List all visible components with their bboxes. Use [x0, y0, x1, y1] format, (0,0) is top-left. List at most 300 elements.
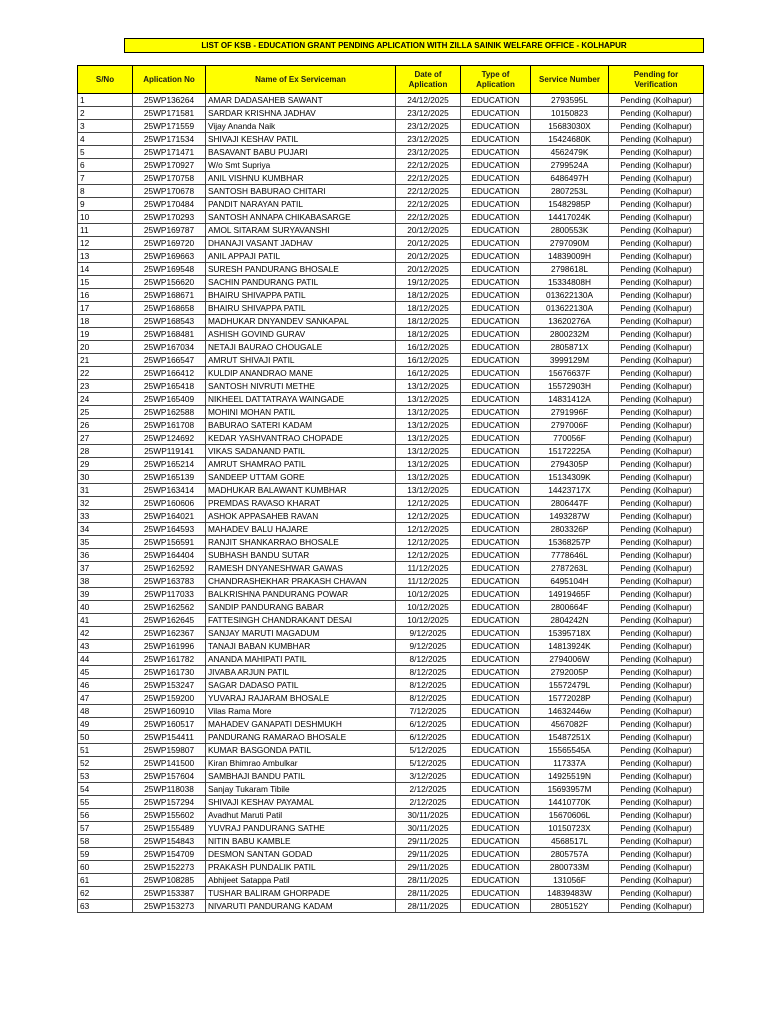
cell-name: NIKHEEL DATTATRAYA WAINGADE: [206, 393, 396, 406]
cell-type: EDUCATION: [461, 458, 531, 471]
cell-sno: 23: [78, 380, 133, 393]
cell-application-no: 25WP163783: [133, 575, 206, 588]
table-row: [78, 432, 704, 445]
cell-service-number: 10150723X: [531, 822, 609, 835]
cell-name: DESMON SANTAN GODAD: [206, 848, 396, 861]
cell-name: YUVARAJ RAJARAM BHOSALE: [206, 692, 396, 705]
cell-status: Pending (Kolhapur): [609, 432, 704, 445]
cell-type: EDUCATION: [461, 380, 531, 393]
cell-name: TANAJI BABAN KUMBHAR: [206, 640, 396, 653]
cell-date: 22/12/2025: [396, 211, 461, 224]
cell-name: ASHISH GOVIND GURAV: [206, 328, 396, 341]
cell-name: SANDIP PANDURANG BABAR: [206, 601, 396, 614]
cell-service-number: 2800232M: [531, 328, 609, 341]
cell-service-number: 2791996F: [531, 406, 609, 419]
cell-sno: 36: [78, 549, 133, 562]
cell-type: EDUCATION: [461, 692, 531, 705]
cell-status: Pending (Kolhapur): [609, 393, 704, 406]
cell-service-number: 15683030X: [531, 120, 609, 133]
table-row: [78, 796, 704, 809]
cell-name: MAHADEV BALU HAJARE: [206, 523, 396, 536]
cell-name: SURESH PANDURANG BHOSALE: [206, 263, 396, 276]
cell-application-no: 25WP165409: [133, 393, 206, 406]
cell-application-no: 25WP170927: [133, 159, 206, 172]
cell-date: 2/12/2025: [396, 796, 461, 809]
cell-application-no: 25WP108285: [133, 874, 206, 887]
cell-date: 18/12/2025: [396, 315, 461, 328]
cell-type: EDUCATION: [461, 549, 531, 562]
cell-service-number: 2799524A: [531, 159, 609, 172]
cell-status: Pending (Kolhapur): [609, 250, 704, 263]
cell-sno: 38: [78, 575, 133, 588]
table-row: [78, 874, 704, 887]
cell-service-number: 2794305P: [531, 458, 609, 471]
cell-name: PANDURANG RAMARAO BHOSALE: [206, 731, 396, 744]
cell-service-number: 2805757A: [531, 848, 609, 861]
table-row: [78, 341, 704, 354]
cell-name: SARDAR KRISHNA JADHAV: [206, 107, 396, 120]
cell-type: EDUCATION: [461, 406, 531, 419]
cell-service-number: 14423717X: [531, 484, 609, 497]
cell-status: Pending (Kolhapur): [609, 172, 704, 185]
cell-status: Pending (Kolhapur): [609, 614, 704, 627]
cell-name: TUSHAR BALIRAM GHORPADE: [206, 887, 396, 900]
cell-application-no: 25WP170293: [133, 211, 206, 224]
cell-service-number: 4568517L: [531, 835, 609, 848]
cell-date: 13/12/2025: [396, 432, 461, 445]
cell-date: 29/11/2025: [396, 861, 461, 874]
cell-sno: 33: [78, 510, 133, 523]
cell-name: AMAR DADASAHEB SAWANT: [206, 94, 396, 107]
cell-type: EDUCATION: [461, 484, 531, 497]
cell-date: 22/12/2025: [396, 159, 461, 172]
cell-status: Pending (Kolhapur): [609, 744, 704, 757]
table-row: [78, 887, 704, 900]
table-row: [78, 276, 704, 289]
cell-name: Sanjay Tukaram Tibile: [206, 783, 396, 796]
cell-application-no: 25WP168543: [133, 315, 206, 328]
cell-type: EDUCATION: [461, 640, 531, 653]
cell-sno: 54: [78, 783, 133, 796]
cell-type: EDUCATION: [461, 835, 531, 848]
cell-status: Pending (Kolhapur): [609, 211, 704, 224]
cell-application-no: 25WP171581: [133, 107, 206, 120]
cell-date: 16/12/2025: [396, 354, 461, 367]
cell-name: NETAJI BAURAO CHOUGALE: [206, 341, 396, 354]
cell-sno: 57: [78, 822, 133, 835]
cell-sno: 15: [78, 276, 133, 289]
cell-date: 30/11/2025: [396, 809, 461, 822]
cell-service-number: 2800664F: [531, 601, 609, 614]
cell-name: SHIVAJI KESHAV PAYAMAL: [206, 796, 396, 809]
cell-sno: 44: [78, 653, 133, 666]
cell-service-number: 15334808H: [531, 276, 609, 289]
cell-sno: 21: [78, 354, 133, 367]
table-row: [78, 497, 704, 510]
cell-name: ANIL APPAJI PATIL: [206, 250, 396, 263]
cell-service-number: 2804242N: [531, 614, 609, 627]
table-row: [78, 133, 704, 146]
table-row: [78, 900, 704, 913]
table-row: [78, 744, 704, 757]
cell-status: Pending (Kolhapur): [609, 757, 704, 770]
cell-application-no: 25WP117033: [133, 588, 206, 601]
cell-type: EDUCATION: [461, 419, 531, 432]
cell-name: MADHUKAR BALAWANT KUMBHAR: [206, 484, 396, 497]
cell-date: 10/12/2025: [396, 614, 461, 627]
cell-application-no: 25WP160517: [133, 718, 206, 731]
cell-sno: 58: [78, 835, 133, 848]
cell-name: Vijay Ananda Naik: [206, 120, 396, 133]
cell-date: 11/12/2025: [396, 562, 461, 575]
cell-service-number: 15772028P: [531, 692, 609, 705]
table-row: [78, 146, 704, 159]
cell-service-number: 131056F: [531, 874, 609, 887]
cell-service-number: 14813924K: [531, 640, 609, 653]
cell-application-no: 25WP162562: [133, 601, 206, 614]
cell-sno: 10: [78, 211, 133, 224]
cell-type: EDUCATION: [461, 211, 531, 224]
cell-type: EDUCATION: [461, 575, 531, 588]
cell-sno: 46: [78, 679, 133, 692]
cell-name: SANTOSH BABURAO CHITARI: [206, 185, 396, 198]
cell-type: EDUCATION: [461, 757, 531, 770]
table-row: [78, 679, 704, 692]
table-row: [78, 835, 704, 848]
table-row: [78, 705, 704, 718]
cell-status: Pending (Kolhapur): [609, 705, 704, 718]
table-row: [78, 471, 704, 484]
cell-service-number: 15487251X: [531, 731, 609, 744]
cell-status: Pending (Kolhapur): [609, 237, 704, 250]
cell-application-no: 25WP171471: [133, 146, 206, 159]
table-row: [78, 393, 704, 406]
cell-service-number: 15565545A: [531, 744, 609, 757]
cell-type: EDUCATION: [461, 510, 531, 523]
col-header-pending-for: Pending for Verification: [609, 66, 704, 94]
cell-date: 11/12/2025: [396, 575, 461, 588]
cell-application-no: 25WP136264: [133, 94, 206, 107]
cell-status: Pending (Kolhapur): [609, 445, 704, 458]
table-row: [78, 848, 704, 861]
cell-service-number: 2800553K: [531, 224, 609, 237]
cell-service-number: 15676637F: [531, 367, 609, 380]
cell-type: EDUCATION: [461, 302, 531, 315]
cell-date: 7/12/2025: [396, 705, 461, 718]
table-row: [78, 419, 704, 432]
cell-date: 12/12/2025: [396, 523, 461, 536]
cell-application-no: 25WP170484: [133, 198, 206, 211]
table-row: [78, 237, 704, 250]
cell-service-number: 10150823: [531, 107, 609, 120]
cell-date: 3/12/2025: [396, 770, 461, 783]
cell-status: Pending (Kolhapur): [609, 263, 704, 276]
cell-sno: 60: [78, 861, 133, 874]
cell-status: Pending (Kolhapur): [609, 120, 704, 133]
col-header-application-no: Aplication No: [133, 66, 206, 94]
cell-date: 20/12/2025: [396, 224, 461, 237]
cell-sno: 17: [78, 302, 133, 315]
cell-name: ANIL VISHNU KUMBHAR: [206, 172, 396, 185]
cell-sno: 41: [78, 614, 133, 627]
cell-application-no: 25WP155602: [133, 809, 206, 822]
cell-date: 6/12/2025: [396, 731, 461, 744]
cell-sno: 49: [78, 718, 133, 731]
cell-service-number: 4567082F: [531, 718, 609, 731]
cell-date: 22/12/2025: [396, 172, 461, 185]
cell-name: KUMAR BASGONDA PATIL: [206, 744, 396, 757]
cell-type: EDUCATION: [461, 172, 531, 185]
cell-sno: 48: [78, 705, 133, 718]
cell-status: Pending (Kolhapur): [609, 367, 704, 380]
cell-type: EDUCATION: [461, 315, 531, 328]
cell-date: 16/12/2025: [396, 341, 461, 354]
cell-status: Pending (Kolhapur): [609, 536, 704, 549]
cell-application-no: 25WP168658: [133, 302, 206, 315]
cell-type: EDUCATION: [461, 367, 531, 380]
cell-application-no: 25WP154411: [133, 731, 206, 744]
table-row: [78, 640, 704, 653]
cell-type: EDUCATION: [461, 445, 531, 458]
cell-status: Pending (Kolhapur): [609, 796, 704, 809]
cell-status: Pending (Kolhapur): [609, 406, 704, 419]
cell-date: 29/11/2025: [396, 835, 461, 848]
cell-sno: 14: [78, 263, 133, 276]
cell-name: SANTOSH ANNAPA CHIKABASARGE: [206, 211, 396, 224]
cell-name: SACHIN PANDURANG PATIL: [206, 276, 396, 289]
cell-type: EDUCATION: [461, 666, 531, 679]
table-row: [78, 536, 704, 549]
cell-service-number: 2806447F: [531, 497, 609, 510]
cell-service-number: 2797006F: [531, 419, 609, 432]
cell-sno: 40: [78, 601, 133, 614]
cell-application-no: 25WP169787: [133, 224, 206, 237]
cell-date: 18/12/2025: [396, 302, 461, 315]
cell-service-number: 2805871X: [531, 341, 609, 354]
cell-name: SANDEEP UTTAM GORE: [206, 471, 396, 484]
cell-type: EDUCATION: [461, 770, 531, 783]
table-row: [78, 458, 704, 471]
cell-name: NIVARUTI PANDURANG KADAM: [206, 900, 396, 913]
cell-name: SAGAR DADASO PATIL: [206, 679, 396, 692]
cell-name: YUVRAJ PANDURANG SATHE: [206, 822, 396, 835]
cell-type: EDUCATION: [461, 94, 531, 107]
cell-service-number: 15172225A: [531, 445, 609, 458]
cell-sno: 9: [78, 198, 133, 211]
cell-sno: 50: [78, 731, 133, 744]
cell-date: 8/12/2025: [396, 692, 461, 705]
cell-name: Avadhut Maruti Patil: [206, 809, 396, 822]
cell-type: EDUCATION: [461, 601, 531, 614]
cell-service-number: 117337A: [531, 757, 609, 770]
cell-application-no: 25WP153273: [133, 900, 206, 913]
cell-application-no: 25WP165139: [133, 471, 206, 484]
cell-application-no: 25WP171534: [133, 133, 206, 146]
cell-type: EDUCATION: [461, 705, 531, 718]
cell-sno: 3: [78, 120, 133, 133]
table-body: [78, 94, 704, 913]
table-row: [78, 653, 704, 666]
cell-sno: 4: [78, 133, 133, 146]
cell-application-no: 25WP157294: [133, 796, 206, 809]
cell-name: SAMBHAJI BANDU PATIL: [206, 770, 396, 783]
cell-service-number: 2793595L: [531, 94, 609, 107]
cell-service-number: 2805152Y: [531, 900, 609, 913]
cell-sno: 61: [78, 874, 133, 887]
cell-service-number: 14839483W: [531, 887, 609, 900]
cell-date: 22/12/2025: [396, 198, 461, 211]
cell-type: EDUCATION: [461, 614, 531, 627]
cell-date: 20/12/2025: [396, 263, 461, 276]
cell-status: Pending (Kolhapur): [609, 692, 704, 705]
cell-type: EDUCATION: [461, 224, 531, 237]
cell-sno: 37: [78, 562, 133, 575]
cell-sno: 11: [78, 224, 133, 237]
cell-service-number: 15368257P: [531, 536, 609, 549]
cell-sno: 29: [78, 458, 133, 471]
table-row: [78, 159, 704, 172]
table-row: [78, 770, 704, 783]
cell-type: EDUCATION: [461, 471, 531, 484]
cell-date: 12/12/2025: [396, 510, 461, 523]
cell-type: EDUCATION: [461, 146, 531, 159]
page-title: LIST OF KSB - EDUCATION GRANT PENDING APLICATION WITH ZILLA SAINIK WELFARE OFFICE - KOLHAPUR: [124, 38, 704, 53]
table-row: [78, 822, 704, 835]
cell-name: SUBHASH BANDU SUTAR: [206, 549, 396, 562]
cell-date: 20/12/2025: [396, 250, 461, 263]
cell-name: FATTESINGH CHANDRAKANT DESAI: [206, 614, 396, 627]
cell-sno: 55: [78, 796, 133, 809]
cell-sno: 16: [78, 289, 133, 302]
cell-sno: 45: [78, 666, 133, 679]
cell-service-number: 15395718X: [531, 627, 609, 640]
cell-status: Pending (Kolhapur): [609, 601, 704, 614]
cell-status: Pending (Kolhapur): [609, 146, 704, 159]
cell-type: EDUCATION: [461, 900, 531, 913]
cell-type: EDUCATION: [461, 627, 531, 640]
cell-application-no: 25WP153247: [133, 679, 206, 692]
cell-sno: 32: [78, 497, 133, 510]
cell-type: EDUCATION: [461, 263, 531, 276]
cell-type: EDUCATION: [461, 354, 531, 367]
cell-status: Pending (Kolhapur): [609, 640, 704, 653]
cell-application-no: 25WP154709: [133, 848, 206, 861]
cell-status: Pending (Kolhapur): [609, 822, 704, 835]
cell-status: Pending (Kolhapur): [609, 458, 704, 471]
cell-name: Abhijeet Satappa Patil: [206, 874, 396, 887]
cell-application-no: 25WP156620: [133, 276, 206, 289]
cell-status: Pending (Kolhapur): [609, 328, 704, 341]
cell-date: 8/12/2025: [396, 666, 461, 679]
cell-name: SANJAY MARUTI MAGADUM: [206, 627, 396, 640]
cell-name: PANDIT NARAYAN PATIL: [206, 198, 396, 211]
cell-application-no: 25WP166547: [133, 354, 206, 367]
cell-sno: 1: [78, 94, 133, 107]
cell-type: EDUCATION: [461, 497, 531, 510]
cell-status: Pending (Kolhapur): [609, 627, 704, 640]
col-header-date: Date of Aplication: [396, 66, 461, 94]
cell-service-number: 7778646L: [531, 549, 609, 562]
cell-service-number: 14410770K: [531, 796, 609, 809]
cell-sno: 12: [78, 237, 133, 250]
col-header-service-number: Service Number: [531, 66, 609, 94]
cell-service-number: 2803326P: [531, 523, 609, 536]
cell-date: 30/11/2025: [396, 822, 461, 835]
cell-date: 28/11/2025: [396, 887, 461, 900]
cell-date: 9/12/2025: [396, 640, 461, 653]
cell-sno: 51: [78, 744, 133, 757]
cell-application-no: 25WP168671: [133, 289, 206, 302]
cell-application-no: 25WP159200: [133, 692, 206, 705]
cell-name: BALKRISHNA PANDURANG POWAR: [206, 588, 396, 601]
cell-type: EDUCATION: [461, 536, 531, 549]
cell-status: Pending (Kolhapur): [609, 380, 704, 393]
cell-sno: 20: [78, 341, 133, 354]
cell-sno: 13: [78, 250, 133, 263]
cell-service-number: 1493287W: [531, 510, 609, 523]
cell-type: EDUCATION: [461, 744, 531, 757]
table-row: [78, 549, 704, 562]
cell-service-number: 2798618L: [531, 263, 609, 276]
table-row: [78, 198, 704, 211]
cell-service-number: 6495104H: [531, 575, 609, 588]
cell-sno: 2: [78, 107, 133, 120]
cell-date: 13/12/2025: [396, 458, 461, 471]
table-row: [78, 380, 704, 393]
cell-application-no: 25WP161730: [133, 666, 206, 679]
table-row: [78, 666, 704, 679]
cell-sno: 19: [78, 328, 133, 341]
cell-name: DHANAJI VASANT JADHAV: [206, 237, 396, 250]
cell-name: BABURAO SATERI KADAM: [206, 419, 396, 432]
cell-date: 28/11/2025: [396, 874, 461, 887]
table-row: [78, 718, 704, 731]
cell-date: 12/12/2025: [396, 497, 461, 510]
table-row: [78, 107, 704, 120]
cell-sno: 22: [78, 367, 133, 380]
cell-date: 23/12/2025: [396, 133, 461, 146]
cell-sno: 26: [78, 419, 133, 432]
cell-name: AMRUT SHAMRAO PATIL: [206, 458, 396, 471]
cell-sno: 63: [78, 900, 133, 913]
cell-sno: 6: [78, 159, 133, 172]
cell-sno: 18: [78, 315, 133, 328]
cell-date: 13/12/2025: [396, 406, 461, 419]
cell-service-number: 2807253L: [531, 185, 609, 198]
cell-status: Pending (Kolhapur): [609, 588, 704, 601]
cell-date: 23/12/2025: [396, 120, 461, 133]
table-row: [78, 523, 704, 536]
cell-name: MAHADEV GANAPATI DESHMUKH: [206, 718, 396, 731]
cell-date: 18/12/2025: [396, 328, 461, 341]
cell-type: EDUCATION: [461, 237, 531, 250]
cell-application-no: 25WP169720: [133, 237, 206, 250]
cell-status: Pending (Kolhapur): [609, 510, 704, 523]
table-row: [78, 367, 704, 380]
cell-application-no: 25WP164404: [133, 549, 206, 562]
cell-application-no: 25WP164021: [133, 510, 206, 523]
cell-service-number: 13620276A: [531, 315, 609, 328]
cell-status: Pending (Kolhapur): [609, 497, 704, 510]
cell-type: EDUCATION: [461, 328, 531, 341]
cell-status: Pending (Kolhapur): [609, 783, 704, 796]
table-row: [78, 120, 704, 133]
cell-status: Pending (Kolhapur): [609, 198, 704, 211]
cell-name: Kiran Bhimrao Ambulkar: [206, 757, 396, 770]
cell-type: EDUCATION: [461, 887, 531, 900]
cell-service-number: 4562479K: [531, 146, 609, 159]
cell-date: 8/12/2025: [396, 679, 461, 692]
